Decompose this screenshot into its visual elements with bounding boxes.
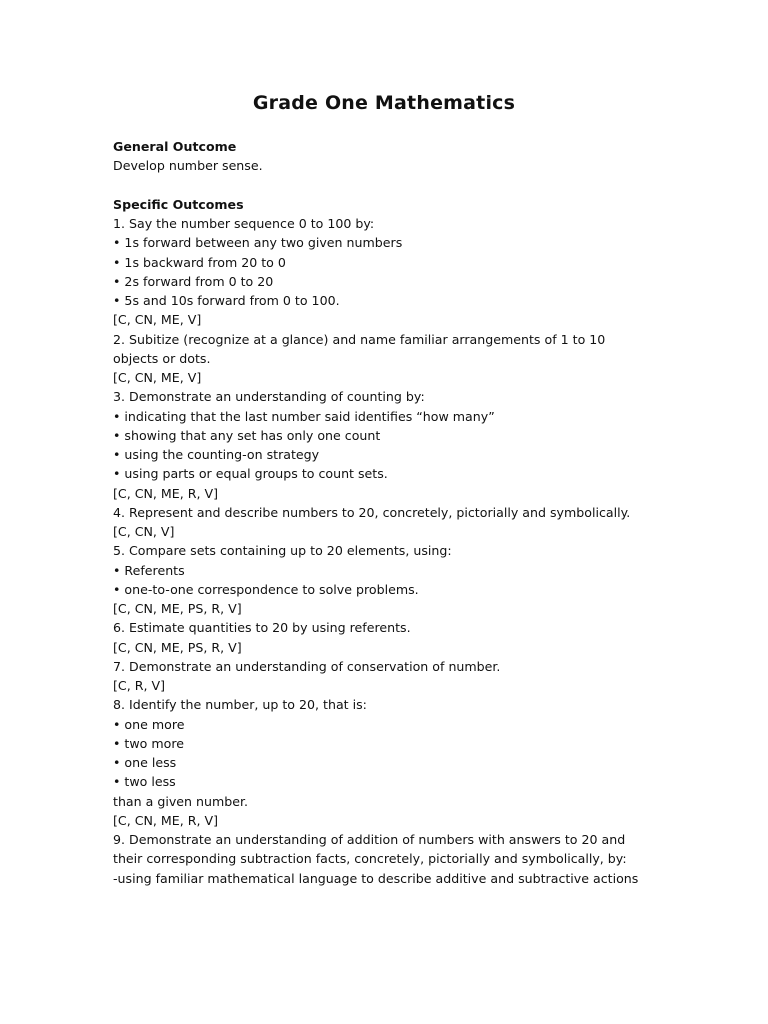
general-outcome-text: Develop number sense.	[113, 158, 263, 174]
outcome-line: • Referents	[113, 562, 185, 578]
outcome-line: • using the counting-on strategy	[113, 447, 320, 462]
outcome-line: • indicating that the last number said identifies “how many”	[113, 408, 495, 424]
outcome-line: 6. Estimate quantities to 20 by using referents.	[113, 620, 411, 636]
outcome-line: • 1s backward from 20 to 0	[113, 254, 286, 270]
page-title: Grade One Mathematics	[252, 92, 516, 114]
outcome-line: • one-to-one correspondence to solve problems.	[113, 581, 419, 597]
outcome-line: 4. Represent and describe numbers to 20, concretely, pictorially and symbolically.	[113, 504, 631, 520]
outcome-line: 3. Demonstrate an understanding of counting by:	[113, 389, 425, 405]
outcome-line: [C, CN, ME, PS, R, V]	[113, 639, 242, 655]
outcome-line: • 1s forward between any two given numbers	[113, 235, 403, 251]
outcome-line: 9. Demonstrate an understanding of addition of numbers with answers to 20 and	[113, 832, 626, 847]
outcome-line: • 2s forward from 0 to 20	[113, 273, 274, 289]
specific-outcomes-heading: Specific Outcomes	[113, 196, 244, 212]
outcome-line: • 5s and 10s forward from 0 to 100.	[113, 293, 340, 308]
outcome-line: -using familiar mathematical language to describe additive and subtractive actions	[113, 870, 639, 886]
outcome-line: • two more	[113, 735, 184, 751]
outcome-line: • showing that any set has only one count	[113, 427, 381, 443]
outcome-line: [C, CN, ME, PS, R, V]	[113, 601, 242, 616]
outcome-line: 7. Demonstrate an understanding of conservation of number.	[113, 658, 501, 674]
outcome-line: 8. Identify the number, up to 20, that is:	[113, 697, 367, 713]
outcome-line: [C, CN, ME, R, V]	[113, 485, 219, 501]
outcome-line: 1. Say the number sequence 0 to 100 by:	[113, 216, 375, 231]
outcome-line: 5. Compare sets containing up to 20 elements, using:	[113, 543, 452, 559]
specific-outcomes-list	[113, 214, 673, 888]
general-outcome-heading: General Outcome	[113, 139, 237, 154]
outcome-line: [C, CN, ME, V]	[113, 312, 202, 328]
outcome-line: [C, CN, ME, V]	[113, 370, 202, 385]
outcome-line: [C, CN, ME, R, V]	[113, 812, 219, 828]
outcome-line: than a given number.	[113, 793, 249, 809]
outcome-line: • using parts or equal groups to count sets.	[113, 466, 388, 482]
outcome-line: • two less	[113, 774, 176, 790]
outcome-line: objects or dots.	[113, 350, 211, 366]
document-body	[113, 137, 673, 888]
outcome-line: • one more	[113, 716, 185, 732]
outcome-line: their corresponding subtraction facts, concretely, pictorially and symbolically, by:	[113, 851, 627, 867]
outcome-line: [C, CN, V]	[113, 524, 175, 539]
outcome-line: 2. Subitize (recognize at a glance) and name familiar arrangements of 1 to 10	[113, 331, 606, 347]
outcome-line: • one less	[113, 755, 177, 770]
outcome-line: [C, R, V]	[113, 678, 165, 693]
section-gap	[113, 176, 673, 195]
